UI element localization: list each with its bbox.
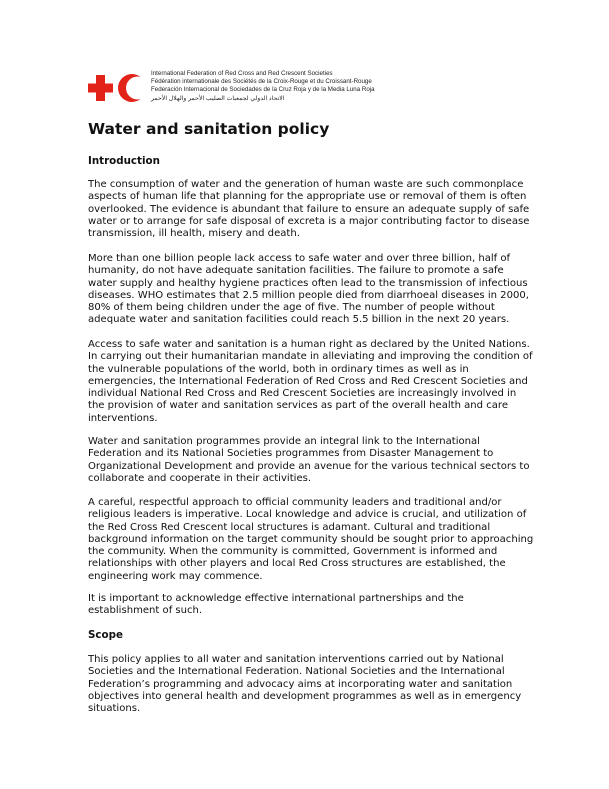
text-line: transmission, ill health, misery and death.: [88, 228, 300, 240]
intro-paragraph-3: [88, 339, 540, 425]
text-line: the provision of water and sanitation services as part of the overall health and care: [88, 400, 509, 412]
org-name-arabic: الاتحاد الدولي لجمعيات الصليب الأحمر والهلال الأحمر: [151, 94, 285, 102]
text-line: Societies and the International Federation. National Societies and the International: [88, 666, 505, 678]
text-line: adequate water and sanitation facilities could reach 5.5 billion in the next 20 years.: [88, 314, 510, 326]
text-line: the community. When the community is committed, Government is informed and: [88, 546, 498, 558]
text-line: water supply and healthy hygiene practices often lead to the transmission of infectious: [88, 277, 528, 289]
section-heading-scope: Scope: [88, 629, 123, 641]
section-heading-introduction: Introduction: [88, 155, 160, 167]
text-line: 80% of them being children under the age of five. The number of people without: [88, 302, 495, 314]
text-line: aspects of human life that planning for the appropriate use or removal of them is often: [88, 191, 527, 203]
text-line: overlooked. The evidence is abundant that failure to ensure an adequate supply of safe: [88, 203, 530, 215]
text-line: In carrying out their humanitarian mandate in alleviating and improving the condition of: [88, 351, 533, 363]
text-line: interventions.: [88, 412, 158, 424]
text-line: water or to arrange for safe disposal of excreta is a major contributing factor to disease: [88, 215, 530, 227]
text-line: Organizational Development and provide an avenue for the various technical sectors to: [88, 460, 530, 472]
text-line: This policy applies to all water and sanitation interventions carried out by National: [88, 654, 504, 665]
document-title: Water and sanitation policy: [88, 120, 330, 138]
text-line: relationships with other players and local Red Cross structures are established, the: [88, 558, 506, 570]
text-line: diseases. WHO estimates that 2.5 million people died from diarrhoeal diseases in 2000,: [88, 289, 529, 301]
text-line: It is important to acknowledge effective international partnerships and the: [88, 593, 464, 604]
intro-paragraph-5: [88, 497, 540, 583]
text-line: the vulnerable populations of the world, both in ordinary times as well as in: [88, 363, 469, 375]
text-line: background information on the target community should be sought prior to approaching: [88, 533, 534, 545]
text-line: Federation and its National Societies programmes from Disaster Management to: [88, 448, 494, 460]
text-line: humanity, do not have adequate sanitation facilities. The failure to promote a safe: [88, 265, 504, 277]
text-line: situations.: [88, 703, 141, 715]
text-line: emergencies, the International Federation of Red Cross and Red Crescent Societies and: [88, 375, 528, 387]
organization-names: [151, 70, 375, 103]
red-cross-red-crescent-emblem-icon: [88, 72, 148, 104]
text-line: religious leaders is imperative. Local knowledge and advice is crucial, and utilization of: [88, 509, 527, 521]
intro-paragraph-6: [88, 593, 540, 618]
text-line: individual National Red Cross and Red Crescent Societies are increasingly involved in: [88, 388, 517, 400]
text-line: Access to safe water and sanitation is a human right as declared by the United Nations.: [88, 339, 530, 350]
text-line: Federation’s programming and advocacy aims at incorporating water and sanitation: [88, 678, 513, 690]
org-name-french: Fédération internationale des Sociétés de la Croix-Rouge et du Croissant-Rouge: [151, 78, 372, 86]
text-line: establishment of such.: [88, 605, 203, 617]
text-line: A careful, respectful approach to official community leaders and traditional and/or: [88, 497, 502, 508]
org-name-spanish: Federación Internacional de Sociedades de la Cruz Roja y de la Media Luna Roja: [151, 86, 375, 94]
text-line: The consumption of water and the generation of human waste are such commonplace: [88, 179, 524, 190]
intro-paragraph-1: [88, 179, 540, 240]
org-name-english: International Federation of Red Cross and Red Crescent Societies: [151, 70, 333, 77]
intro-paragraph-2: [88, 253, 540, 327]
intro-paragraph-4: [88, 436, 540, 485]
letterhead: [88, 70, 508, 106]
text-line: collaborate and cooperate in their activities.: [88, 472, 312, 484]
text-line: engineering work may commence.: [88, 570, 263, 582]
text-line: More than one billion people lack access to safe water and over three billion, half of: [88, 253, 511, 264]
text-line: Water and sanitation programmes provide an integral link to the International: [88, 436, 480, 447]
text-line: the Red Cross Red Crescent local structures is adamant. Cultural and traditional: [88, 521, 491, 533]
text-line: objectives into general health and development programmes as well as in emergency: [88, 690, 522, 702]
scope-paragraph-1: [88, 654, 540, 715]
